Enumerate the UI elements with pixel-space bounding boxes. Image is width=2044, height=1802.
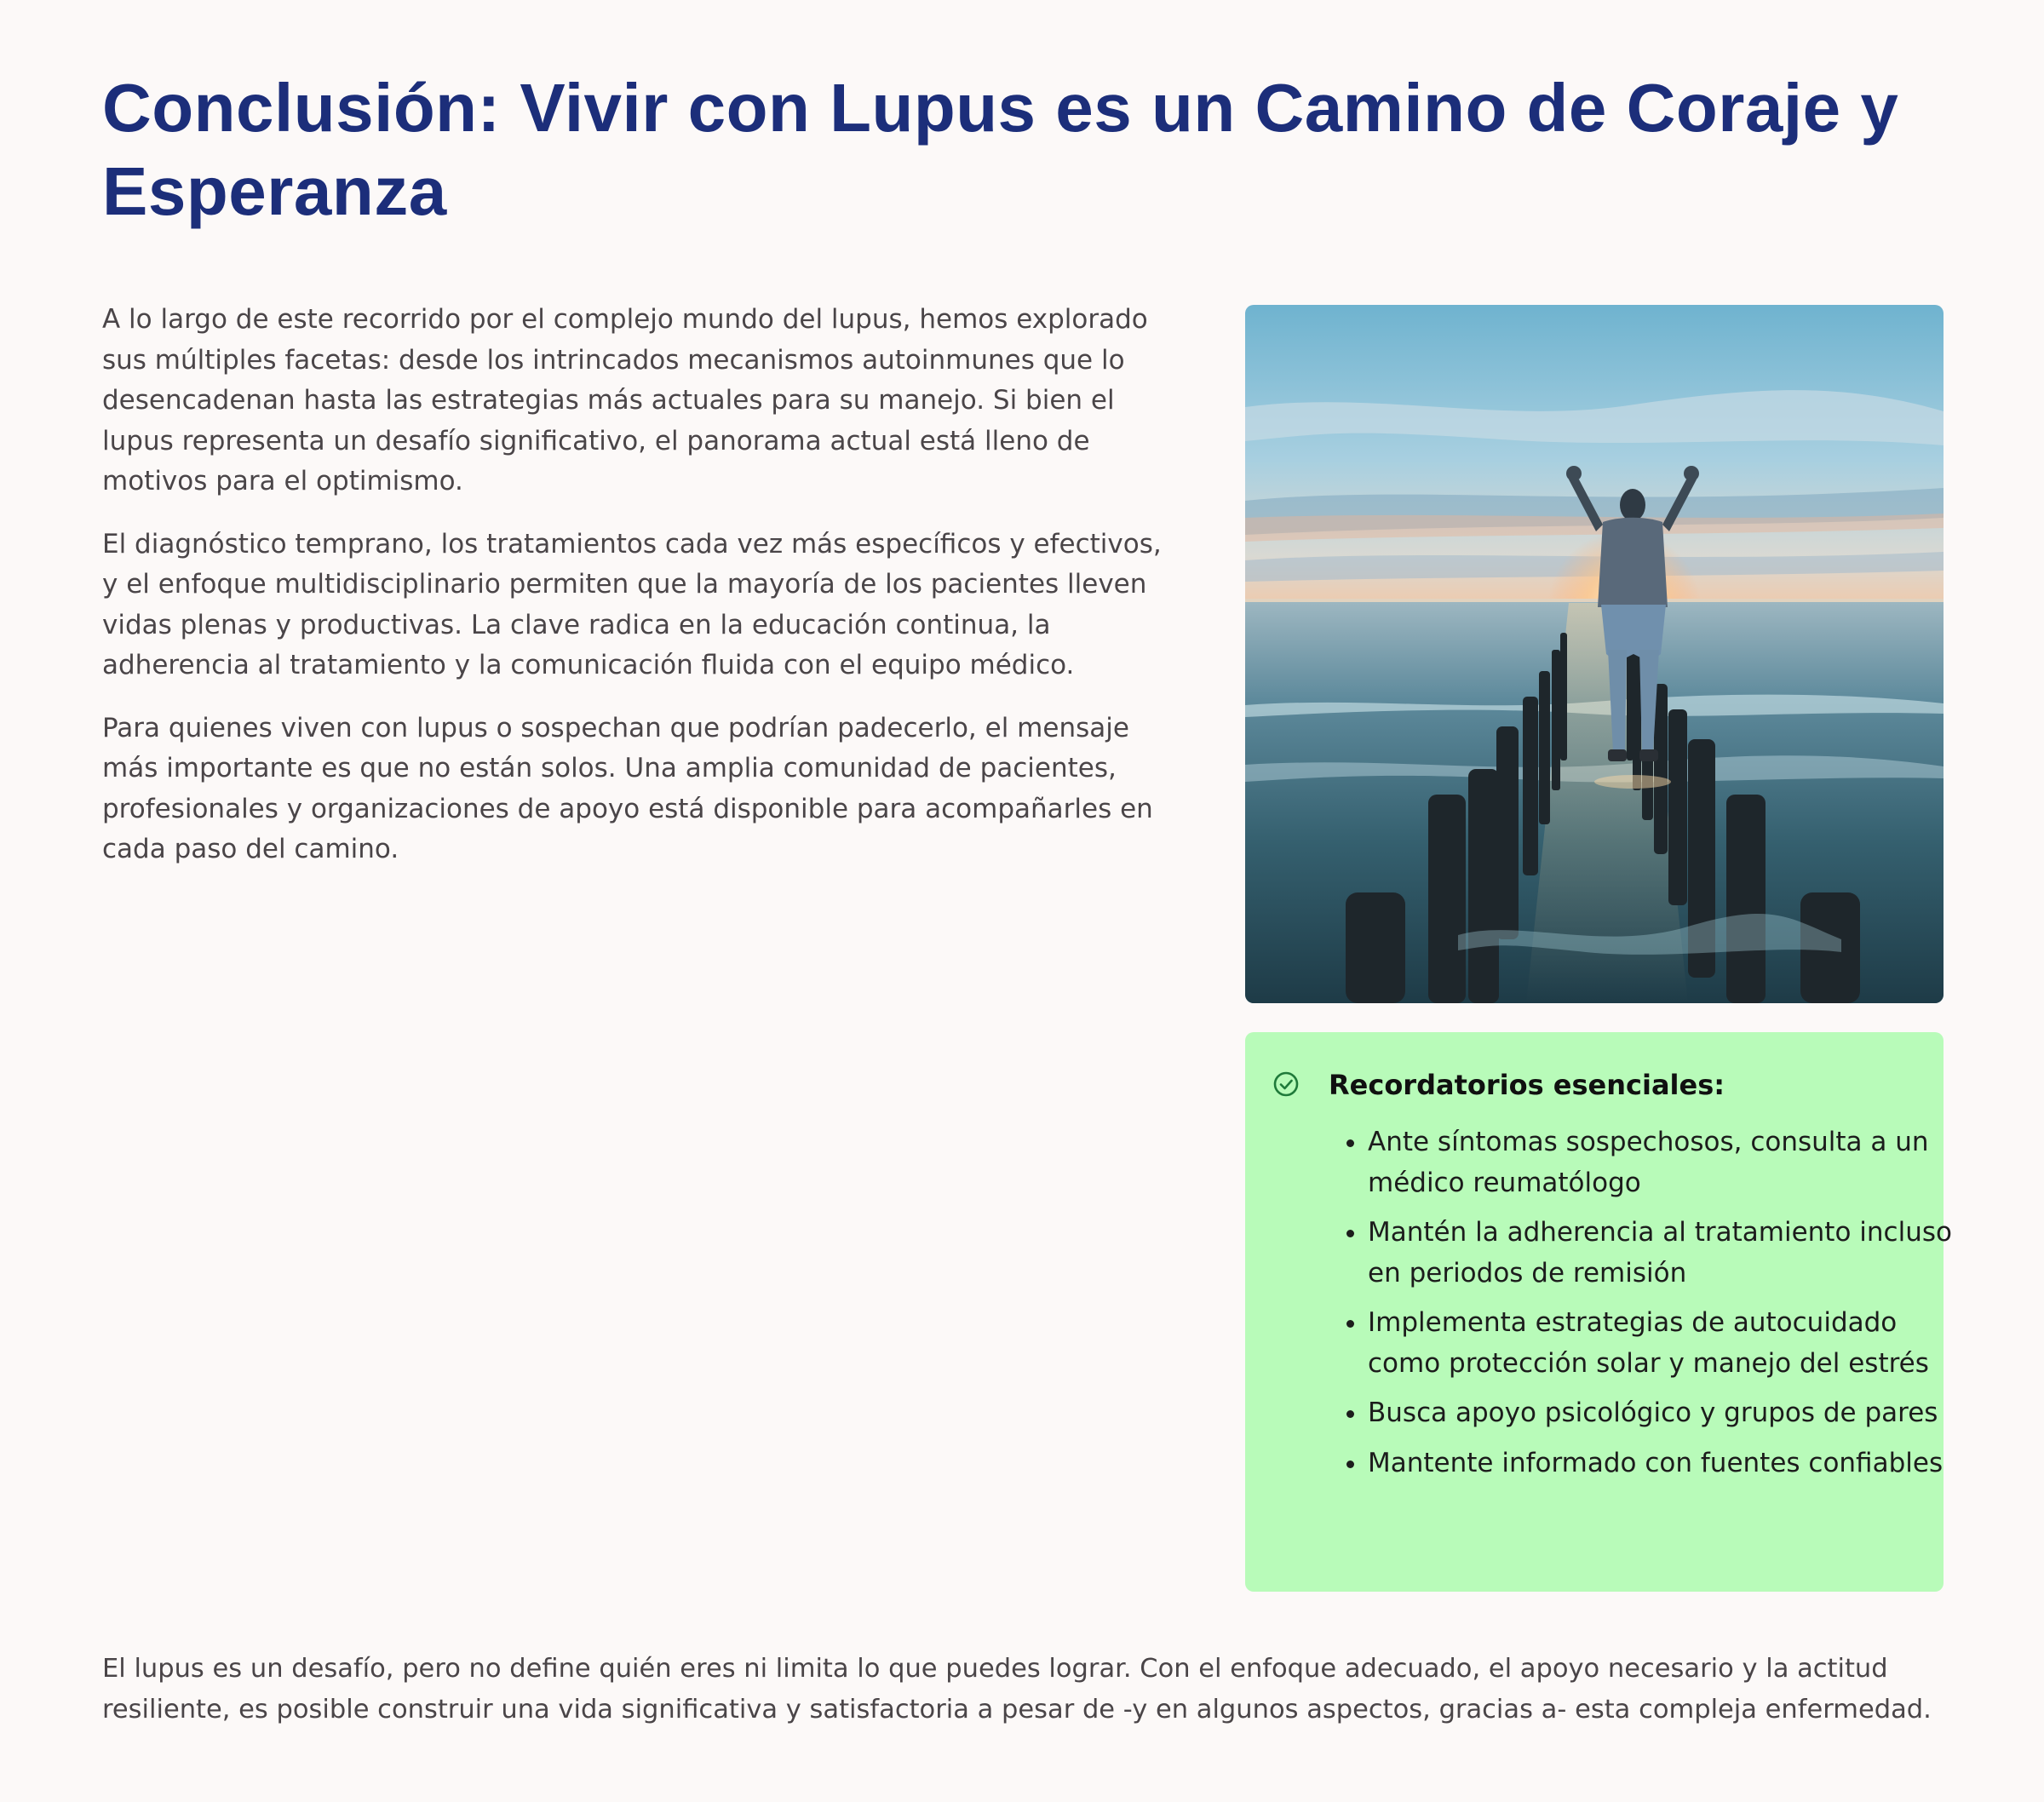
page-title: Conclusión: Vivir con Lupus es un Camino de Coraje y Esperanza [102,70,1899,229]
reminders-list [1330,1122,1955,1493]
paragraph-1: A lo largo de este recorrido por el complejo mundo del lupus, hemos explorado sus múltiples facetas: desde los intrincados mecanismos autoinmunes que lo desencadenan hasta las estrategias más actuales para su manejo. Si bien el lupus representa un desafío significativo, el panorama actual está lleno de motivos para el optimismo. [102,304,1148,496]
hero-photo [1245,305,1944,1003]
list-item: • Implementa estrategias de autocuidado como protección solar y manejo del estrés [1368,1303,1955,1384]
reminders-title: Recordatorios esenciales: [1329,1069,1725,1101]
list-item: • Mantén la adherencia al tratamiento incluso en periodos de remisión [1368,1213,1955,1294]
list-item: • Mantente informado con fuentes confiables [1368,1443,1955,1484]
list-item: • Busca apoyo psicológico y grupos de pares [1368,1393,1955,1434]
paragraph-3: Para quienes viven con lupus o sospechan que podrían padecerlo, el mensaje más importante es que no están solos. Una amplia comunidad de pacientes, profesionales y organizaciones de apoyo está disponible para acompañarles en cada paso del camino. [102,712,1153,864]
intro-text [102,300,1177,892]
person-on-pier-illustration [1245,305,1944,1003]
reminders-box [1245,1032,1952,1592]
check-circle-icon [1272,1070,1300,1098]
list-item: • Ante síntomas sospechosos, consulta a un médico reumatólogo [1368,1122,1955,1203]
closing-paragraph: El lupus es un desafío, pero no define quién eres ni limita lo que puedes lograr. Con el enfoque adecuado, el apoyo necesario y la actitud resiliente, es posible construir una vida significativa y satisfactoria a pesar de -y en algunos aspectos, gracias a- esta compleja enfermedad. [102,1654,1932,1725]
paragraph-2: El diagnóstico temprano, los tratamientos cada vez más específicos y efectivos, y el enfoque multidisciplinario permiten que la mayoría de los pacientes lleven vidas plenas y productivas. La clave radica en la educación continua, la adherencia al tratamiento y la comunicación fluida con el equipo médico. [102,528,1162,680]
